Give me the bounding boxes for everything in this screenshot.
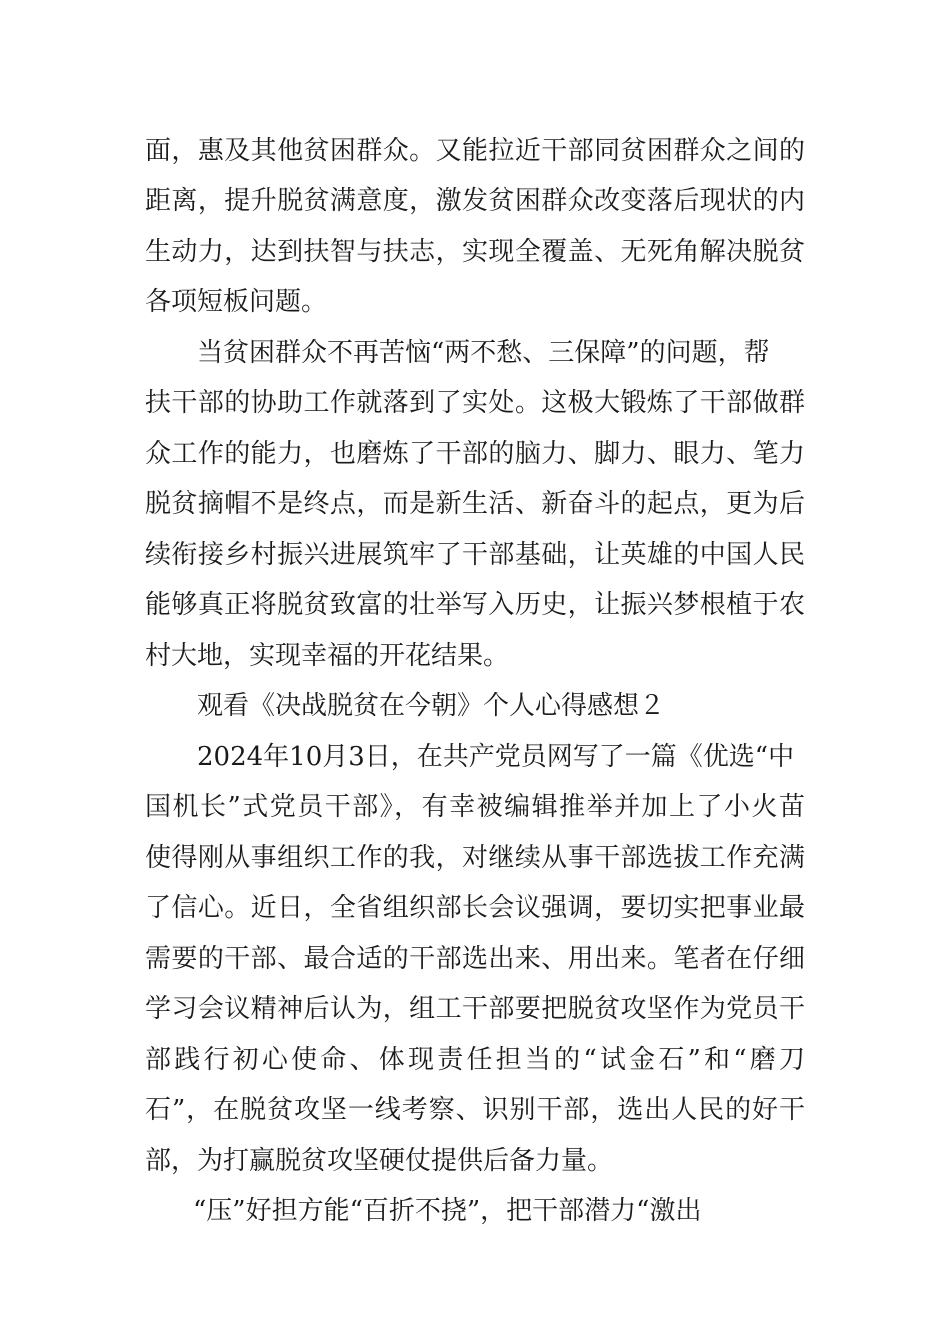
text-line [0,1187,950,1235]
paragraph-first-line: 当贫困群众不再苦恼“两不愁、三保障”的问题，帮 [197,338,770,368]
text-line [0,1086,950,1134]
paragraph-line: 能够真正将脱贫致富的壮举写入历史，让振兴梦根植于农 [145,590,805,620]
text-line [0,1137,950,1185]
text-line [0,480,950,528]
paragraph-line: 部践行初心使命、体现责任担当的“试金石”和“磨刀 [145,1045,805,1075]
text-line [0,278,950,326]
text-line [0,733,950,781]
text-line [0,228,950,276]
text-line [0,329,950,377]
section-heading: 观看《决战脱贫在今朝》个人心得感想２ [197,691,666,721]
text-line [0,430,950,478]
text-line [0,127,950,175]
paragraph-line: 续衔接乡村振兴进展筑牢了干部基础，让英雄的中国人民 [145,540,805,570]
paragraph-line: 村大地，实现幸福的开花结果。 [145,641,510,671]
paragraph-line: 扶干部的协助工作就落到了实处。这极大锻炼了干部做群 [145,388,805,418]
text-line [0,834,950,882]
paragraph-line: 众工作的能力，也磨炼了干部的脑力、脚力、眼力、笔力 [145,439,805,469]
text-line [0,884,950,932]
paragraph-line: 部，为打赢脱贫攻坚硬仗提供后备力量。 [145,1146,614,1176]
paragraph-line: 需要的干部、最合适的干部选出来、用出来。笔者在仔细 [145,944,805,974]
paragraph-first-line: 2024年10月3日，在共产党员网写了一篇《优选“中 [197,742,795,772]
text-line [0,985,950,1033]
text-line [0,632,950,680]
paragraph-line: 了信心。近日，全省组织部长会议强调，要切实把事业最 [145,893,805,923]
paragraph-line: 石”，在脱贫攻坚一线考察、识别干部，选出人民的好干 [145,1095,805,1125]
paragraph-line: 面，惠及其他贫困群众。又能拉近干部同贫困群众之间的 [145,136,805,166]
paragraph-line: 距离，提升脱贫满意度，激发贫困群众改变落后现状的内 [145,186,805,216]
text-line [0,783,950,831]
paragraph-line: 生动力，达到扶智与扶志，实现全覆盖、无死角解决脱贫 [145,237,805,267]
text-line [0,531,950,579]
paragraph-line: 各项短板问题。 [145,287,328,317]
text-line [0,581,950,629]
paragraph-first-line: “压”好担方能“百折不挠”，把干部潜力“激出 [193,1196,702,1226]
paragraph-line: 脱贫摘帽不是终点，而是新生活、新奋斗的起点，更为后 [145,489,805,519]
paragraph-line: 国机长”式党员干部》，有幸被编辑推举并加上了小火苗 [145,792,805,822]
text-line [0,682,950,730]
text-line [0,935,950,983]
text-line [0,379,950,427]
text-line [0,177,950,225]
paragraph-line: 学习会议精神后认为，组工干部要把脱贫攻坚作为党员干 [145,994,805,1024]
text-line [0,1036,950,1084]
paragraph-line: 使得刚从事组织工作的我，对继续从事干部选拔工作充满 [145,843,805,873]
